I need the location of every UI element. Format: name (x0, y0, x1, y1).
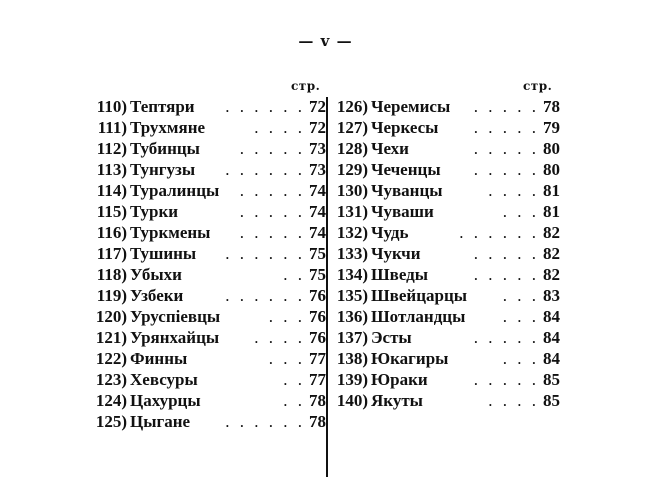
entry-name: Турки (130, 202, 179, 221)
index-entry (91, 285, 326, 306)
index-entry (91, 264, 326, 285)
entry-name: Чуваши (371, 202, 434, 221)
entry-leader-dots: . . . . . (473, 265, 539, 284)
entry-number: 135) (336, 286, 368, 305)
entry-leader-dots: . . . . . (239, 181, 305, 200)
entry-page-number: 78 (309, 412, 326, 431)
entry-name: Черкесы (371, 118, 439, 137)
entry-leader-dots: . . (283, 265, 305, 284)
index-entry (330, 348, 560, 369)
index-entry (330, 243, 560, 264)
entry-number: 130) (336, 181, 368, 200)
entry-name: Шведы (371, 265, 429, 284)
index-entry (330, 159, 560, 180)
index-entry (330, 96, 560, 117)
entry-name: Трухмяне (130, 118, 206, 137)
index-entry (330, 117, 560, 138)
entry-name: Шотландцы (371, 307, 466, 326)
entry-page-number: 74 (309, 223, 326, 242)
entry-page-number: 78 (309, 391, 326, 410)
entry-page-number: 77 (309, 349, 326, 368)
entry-page-number: 72 (309, 97, 326, 116)
entry-leader-dots: . . (283, 391, 305, 410)
entry-page-number: 80 (543, 160, 560, 179)
index-entry (91, 369, 326, 390)
entry-leader-dots: . . . . (488, 391, 539, 410)
index-column-right (330, 96, 560, 411)
entry-number: 110) (96, 97, 127, 116)
index-entry (91, 180, 326, 201)
entry-number: 123) (95, 370, 127, 389)
entry-number: 128) (336, 139, 368, 158)
entry-number: 119) (96, 286, 127, 305)
entry-number: 137) (336, 328, 368, 347)
entry-leader-dots: . . . . . . (225, 412, 305, 431)
entry-leader-dots: . . . . . (473, 118, 539, 137)
index-entry (91, 243, 326, 264)
entry-leader-dots: . . . (502, 286, 539, 305)
entry-leader-dots: . . . (268, 307, 305, 326)
entry-page-number: 75 (309, 244, 326, 263)
entry-page-number: 84 (543, 349, 560, 368)
entry-page-number: 82 (543, 265, 560, 284)
entry-number: 132) (336, 223, 368, 242)
entry-leader-dots: . . . . . (473, 370, 539, 389)
index-entry (330, 222, 560, 243)
index-entry (330, 285, 560, 306)
index-entry (330, 201, 560, 222)
index-entry (330, 327, 560, 348)
entry-name: Чукчи (371, 244, 421, 263)
index-entry (330, 180, 560, 201)
entry-name: Юраки (371, 370, 428, 389)
entry-number: 121) (95, 328, 127, 347)
entry-page-number: 74 (309, 202, 326, 221)
entry-name: Юкагиры (371, 349, 449, 368)
entry-name: Финны (130, 349, 188, 368)
entry-leader-dots: . . . . . (473, 244, 539, 263)
entry-number: 122) (95, 349, 127, 368)
entry-number: 138) (336, 349, 368, 368)
page-column-heading-right: стр. (523, 79, 553, 93)
entry-name: Тептяри (130, 97, 195, 116)
entry-leader-dots: . . . (268, 349, 305, 368)
entry-number: 136) (336, 307, 368, 326)
entry-number: 116) (96, 223, 127, 242)
entry-name: Туралинцы (130, 181, 220, 200)
entry-number: 120) (95, 307, 127, 326)
entry-leader-dots: . . . . . (473, 160, 539, 179)
index-entry (91, 222, 326, 243)
entry-leader-dots: . . . . . . (225, 160, 305, 179)
entry-page-number: 73 (309, 139, 326, 158)
entry-page-number: 76 (309, 307, 326, 326)
index-entry (91, 348, 326, 369)
entry-name: Чудь (371, 223, 409, 242)
entry-number: 113) (96, 160, 127, 179)
entry-name: Тубинцы (130, 139, 200, 158)
index-entry (330, 138, 560, 159)
entry-number: 139) (336, 370, 368, 389)
index-entry (91, 159, 326, 180)
entry-name: Туркмены (130, 223, 211, 242)
entry-page-number: 81 (543, 181, 560, 200)
entry-leader-dots: . . . . . (239, 139, 305, 158)
entry-page-number: 80 (543, 139, 560, 158)
entry-page-number: 85 (543, 391, 560, 410)
entry-name: Тунгузы (130, 160, 196, 179)
entry-leader-dots: . . (283, 370, 305, 389)
entry-name: Уруспіевцы (130, 307, 221, 326)
index-entry (91, 138, 326, 159)
index-entry (91, 390, 326, 411)
entry-name: Черемисы (371, 97, 451, 116)
entry-number: 111) (97, 118, 127, 137)
index-entry (91, 411, 326, 432)
entry-name: Хевсуры (130, 370, 198, 389)
page-number-header: — v — (298, 32, 353, 50)
index-entry (330, 369, 560, 390)
entry-number: 127) (336, 118, 368, 137)
entry-leader-dots: . . . . (254, 118, 305, 137)
entry-page-number: 85 (543, 370, 560, 389)
entry-page-number: 76 (309, 328, 326, 347)
entry-leader-dots: . . . (502, 202, 539, 221)
entry-page-number: 81 (543, 202, 560, 221)
entry-page-number: 76 (309, 286, 326, 305)
entry-leader-dots: . . . . . (473, 328, 539, 347)
entry-number: 112) (96, 139, 127, 158)
entry-page-number: 78 (543, 97, 560, 116)
entry-name: Якуты (371, 391, 423, 410)
entry-number: 124) (95, 391, 127, 410)
page-column-heading-left: стр. (291, 79, 321, 93)
entry-name: Цахурцы (130, 391, 201, 410)
entry-name: Тушины (130, 244, 197, 263)
entry-leader-dots: . . . . . (473, 139, 539, 158)
index-entry (330, 390, 560, 411)
entry-name: Чехи (371, 139, 409, 158)
entry-leader-dots: . . . . . (239, 202, 305, 221)
entry-number: 115) (96, 202, 127, 221)
entry-leader-dots: . . . (502, 349, 539, 368)
entry-page-number: 77 (309, 370, 326, 389)
entry-page-number: 82 (543, 244, 560, 263)
entry-leader-dots: . . . . . (239, 223, 305, 242)
entry-leader-dots: . . . . . (473, 97, 539, 116)
entry-number: 134) (336, 265, 368, 284)
entry-leader-dots: . . . . . . (459, 223, 539, 242)
entry-name: Урянхайцы (130, 328, 220, 347)
index-entry (91, 306, 326, 327)
index-entry (330, 306, 560, 327)
index-entry (91, 201, 326, 222)
entry-name: Чуванцы (371, 181, 443, 200)
entry-number: 114) (96, 181, 127, 200)
entry-name: Эсты (371, 328, 412, 347)
entry-page-number: 74 (309, 181, 326, 200)
entry-name: Швейцарцы (371, 286, 468, 305)
column-divider (326, 97, 328, 477)
entry-page-number: 82 (543, 223, 560, 242)
entry-page-number: 84 (543, 328, 560, 347)
entry-number: 133) (336, 244, 368, 263)
index-column-left (91, 96, 326, 432)
index-entry (330, 264, 560, 285)
entry-page-number: 73 (309, 160, 326, 179)
entry-page-number: 79 (543, 118, 560, 137)
index-entry (91, 117, 326, 138)
entry-number: 126) (336, 97, 368, 116)
entry-number: 117) (96, 244, 127, 263)
entry-name: Цыгане (130, 412, 191, 431)
entry-leader-dots: . . . . . . (225, 286, 305, 305)
entry-page-number: 84 (543, 307, 560, 326)
entry-page-number: 75 (309, 265, 326, 284)
entry-name: Убыхи (130, 265, 182, 284)
entry-leader-dots: . . . . (488, 181, 539, 200)
entry-number: 125) (95, 412, 127, 431)
entry-leader-dots: . . . (502, 307, 539, 326)
index-entry (91, 327, 326, 348)
entry-name: Чеченцы (371, 160, 441, 179)
entry-number: 129) (336, 160, 368, 179)
entry-number: 131) (336, 202, 368, 221)
entry-leader-dots: . . . . (254, 328, 305, 347)
index-entry (91, 96, 326, 117)
entry-leader-dots: . . . . . . (225, 244, 305, 263)
entry-leader-dots: . . . . . . (225, 97, 305, 116)
entry-number: 118) (96, 265, 127, 284)
entry-page-number: 72 (309, 118, 326, 137)
entry-page-number: 83 (543, 286, 560, 305)
entry-name: Узбеки (130, 286, 184, 305)
entry-number: 140) (336, 391, 368, 410)
